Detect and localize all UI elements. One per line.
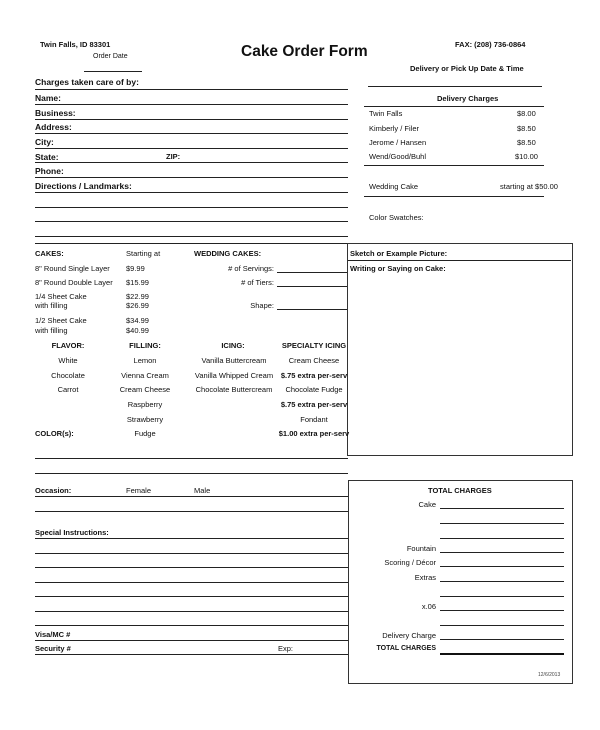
- wedding-cake-price: starting at $50.00: [500, 182, 558, 191]
- fountain-label: Fountain: [406, 544, 436, 553]
- wedding-cakes-label: WEDDING CAKES:: [194, 249, 262, 258]
- city-label: City:: [35, 137, 54, 147]
- cake-item: with filling: [35, 326, 68, 335]
- colors-label: COLOR(s):: [35, 429, 74, 438]
- specialty-item: Cream Cheese: [288, 356, 340, 365]
- female-option[interactable]: Female: [126, 486, 152, 495]
- cakes-label: CAKES:: [35, 249, 64, 258]
- icing-header: ICING:: [221, 341, 245, 350]
- tax-label: x.06: [421, 602, 436, 611]
- delivery-price: $10.00: [515, 152, 538, 161]
- cake-price: $9.99: [126, 264, 145, 273]
- cake-item: with filling: [35, 301, 68, 310]
- specialty-extra: $1.00 extra per-serv: [278, 429, 350, 438]
- name-label: Name:: [35, 93, 61, 103]
- order-date-line[interactable]: [84, 71, 142, 72]
- icing-item: Vanilla Whipped Cream: [194, 371, 274, 380]
- specialty-item: Chocolate Fudge: [285, 385, 343, 394]
- flavor-item: White: [58, 356, 78, 365]
- specialty-extra: $.75 extra per-serv: [280, 371, 348, 380]
- directions-line-2[interactable]: [35, 207, 348, 208]
- page-title: Cake Order Form: [241, 43, 368, 60]
- cake-price: $34.99: [126, 316, 149, 325]
- specialty-extra: $.75 extra per-serv: [280, 400, 348, 409]
- writing-label: Writing or Saying on Cake:: [350, 264, 446, 273]
- instructions-line[interactable]: [35, 553, 348, 554]
- sketch-divider: [348, 260, 571, 261]
- delivery-place: Twin Falls: [369, 109, 403, 118]
- total-charges-title: TOTAL CHARGES: [428, 486, 492, 495]
- phone-label: Phone:: [35, 166, 64, 176]
- business-label: Business:: [35, 108, 76, 118]
- visa-line[interactable]: [35, 640, 348, 641]
- male-option[interactable]: Male: [194, 486, 211, 495]
- charges-line[interactable]: [35, 89, 348, 90]
- order-date-label: Order Date: [93, 53, 128, 60]
- cake-charge-label: Cake: [418, 500, 436, 509]
- color-swatches-label: Color Swatches:: [369, 213, 424, 222]
- cake-price: $22.99: [126, 292, 149, 301]
- state-zip-line[interactable]: [35, 162, 348, 163]
- starting-at-label: Starting at: [126, 249, 161, 258]
- delivery-place: Wend/Good/Buhl: [369, 152, 426, 161]
- flavor-item: Carrot: [57, 385, 79, 394]
- total-line[interactable]: [440, 653, 564, 655]
- phone-line[interactable]: [35, 177, 348, 178]
- cake-item: 8" Round Single Layer: [35, 264, 110, 273]
- scoring-label: Scoring / Décor: [384, 558, 436, 567]
- icing-item: Vanilla Buttercream: [201, 356, 267, 365]
- instructions-line[interactable]: [35, 567, 348, 568]
- delivery-price: $8.50: [517, 138, 536, 147]
- cake-price: $15.99: [126, 278, 149, 287]
- state-label: State:: [35, 152, 59, 162]
- store-location: Twin Falls, ID 83301: [40, 40, 111, 49]
- specialty-item: Fondant: [300, 415, 328, 424]
- cake-item: 8" Round Double Layer: [35, 278, 113, 287]
- business-line[interactable]: [35, 119, 348, 120]
- shape-label: Shape:: [250, 301, 274, 310]
- cakes-top-line: [35, 243, 348, 244]
- special-instructions-label: Special Instructions:: [35, 528, 109, 537]
- occasion-line[interactable]: [35, 496, 348, 497]
- occasion-line-2[interactable]: [35, 511, 348, 512]
- security-line[interactable]: [35, 654, 348, 655]
- shape-line[interactable]: [277, 309, 348, 310]
- filling-item: Raspberry: [127, 400, 163, 409]
- servings-label: # of Servings:: [228, 264, 274, 273]
- address-line[interactable]: [35, 133, 348, 134]
- fax-number: FAX: (208) 736-0864: [455, 40, 526, 49]
- delivery-charge-line[interactable]: [440, 639, 564, 640]
- delivery-datetime-label: Delivery or Pick Up Date & Time: [410, 64, 524, 73]
- filling-item: Vienna Cream: [121, 371, 169, 380]
- directions-line-3[interactable]: [35, 221, 348, 222]
- directions-label: Directions / Landmarks:: [35, 181, 132, 191]
- filling-item: Cream Cheese: [119, 385, 171, 394]
- colors-line-1[interactable]: [35, 458, 348, 459]
- occasion-label: Occasion:: [35, 486, 72, 495]
- delivery-price: $8.50: [517, 124, 536, 133]
- cake-price: $40.99: [126, 326, 149, 335]
- delivery-place: Kimberly / Filer: [369, 124, 420, 133]
- charge-line-blank[interactable]: [440, 538, 564, 539]
- address-label: Address:: [35, 122, 72, 132]
- icing-item: Chocolate Buttercream: [195, 385, 273, 394]
- delivery-charge-label: Delivery Charge: [382, 631, 436, 640]
- flavor-header: FLAVOR:: [51, 341, 85, 350]
- extras-label: Extras: [414, 573, 436, 582]
- zip-label: ZIP:: [166, 152, 181, 161]
- tiers-label: # of Tiers:: [241, 278, 274, 287]
- fountain-line[interactable]: [440, 552, 564, 553]
- date-code: 12/6/2013: [538, 672, 561, 678]
- instructions-line[interactable]: [35, 611, 348, 612]
- delivery-rows-line: [364, 165, 544, 166]
- filling-item: Fudge: [134, 429, 156, 438]
- delivery-place: Jerome / Hansen: [369, 138, 427, 147]
- instructions-line[interactable]: [35, 538, 348, 539]
- directions-line-4[interactable]: [35, 236, 348, 237]
- filling-item: Strawberry: [126, 415, 164, 424]
- delivery-price: $8.00: [517, 109, 536, 118]
- charges-label: Charges taken care of by:: [35, 77, 139, 87]
- exp-label: Exp:: [278, 644, 294, 653]
- cake-item: 1/4 Sheet Cake: [35, 292, 87, 301]
- sketch-box[interactable]: [347, 243, 573, 456]
- tiers-line[interactable]: [277, 286, 348, 287]
- filling-header: FILLING:: [129, 341, 161, 350]
- cake-price: $26.99: [126, 301, 149, 310]
- directions-line-1[interactable]: [35, 192, 348, 193]
- sketch-label: Sketch or Example Picture:: [350, 249, 448, 258]
- charge-line-blank[interactable]: [440, 625, 564, 626]
- wedding-line: [364, 196, 544, 197]
- extras-line[interactable]: [440, 581, 564, 582]
- servings-line[interactable]: [277, 272, 348, 273]
- delivery-charges-title: Delivery Charges: [437, 94, 499, 103]
- delivery-header-line: [364, 106, 544, 107]
- charge-line-blank[interactable]: [440, 523, 564, 524]
- subtotal-line[interactable]: [440, 596, 564, 597]
- security-label: Security #: [35, 644, 71, 653]
- visa-label: Visa/MC #: [35, 630, 71, 639]
- wedding-cake-label: Wedding Cake: [369, 182, 419, 191]
- cake-item: 1/2 Sheet Cake: [35, 316, 87, 325]
- scoring-line[interactable]: [440, 566, 564, 567]
- total-label: TOTAL CHARGES: [376, 645, 436, 652]
- instructions-line[interactable]: [35, 625, 348, 626]
- colors-line-2[interactable]: [35, 473, 348, 474]
- tax-line[interactable]: [440, 610, 564, 611]
- filling-item: Lemon: [133, 356, 157, 365]
- city-line[interactable]: [35, 148, 348, 149]
- flavor-item: Chocolate: [51, 371, 85, 380]
- specialty-icing-header: SPECIALTY ICING: [281, 341, 347, 350]
- name-line[interactable]: [35, 104, 348, 105]
- instructions-line[interactable]: [35, 596, 348, 597]
- cake-charge-line[interactable]: [440, 508, 564, 509]
- delivery-datetime-line[interactable]: [368, 86, 542, 87]
- instructions-line[interactable]: [35, 582, 348, 583]
